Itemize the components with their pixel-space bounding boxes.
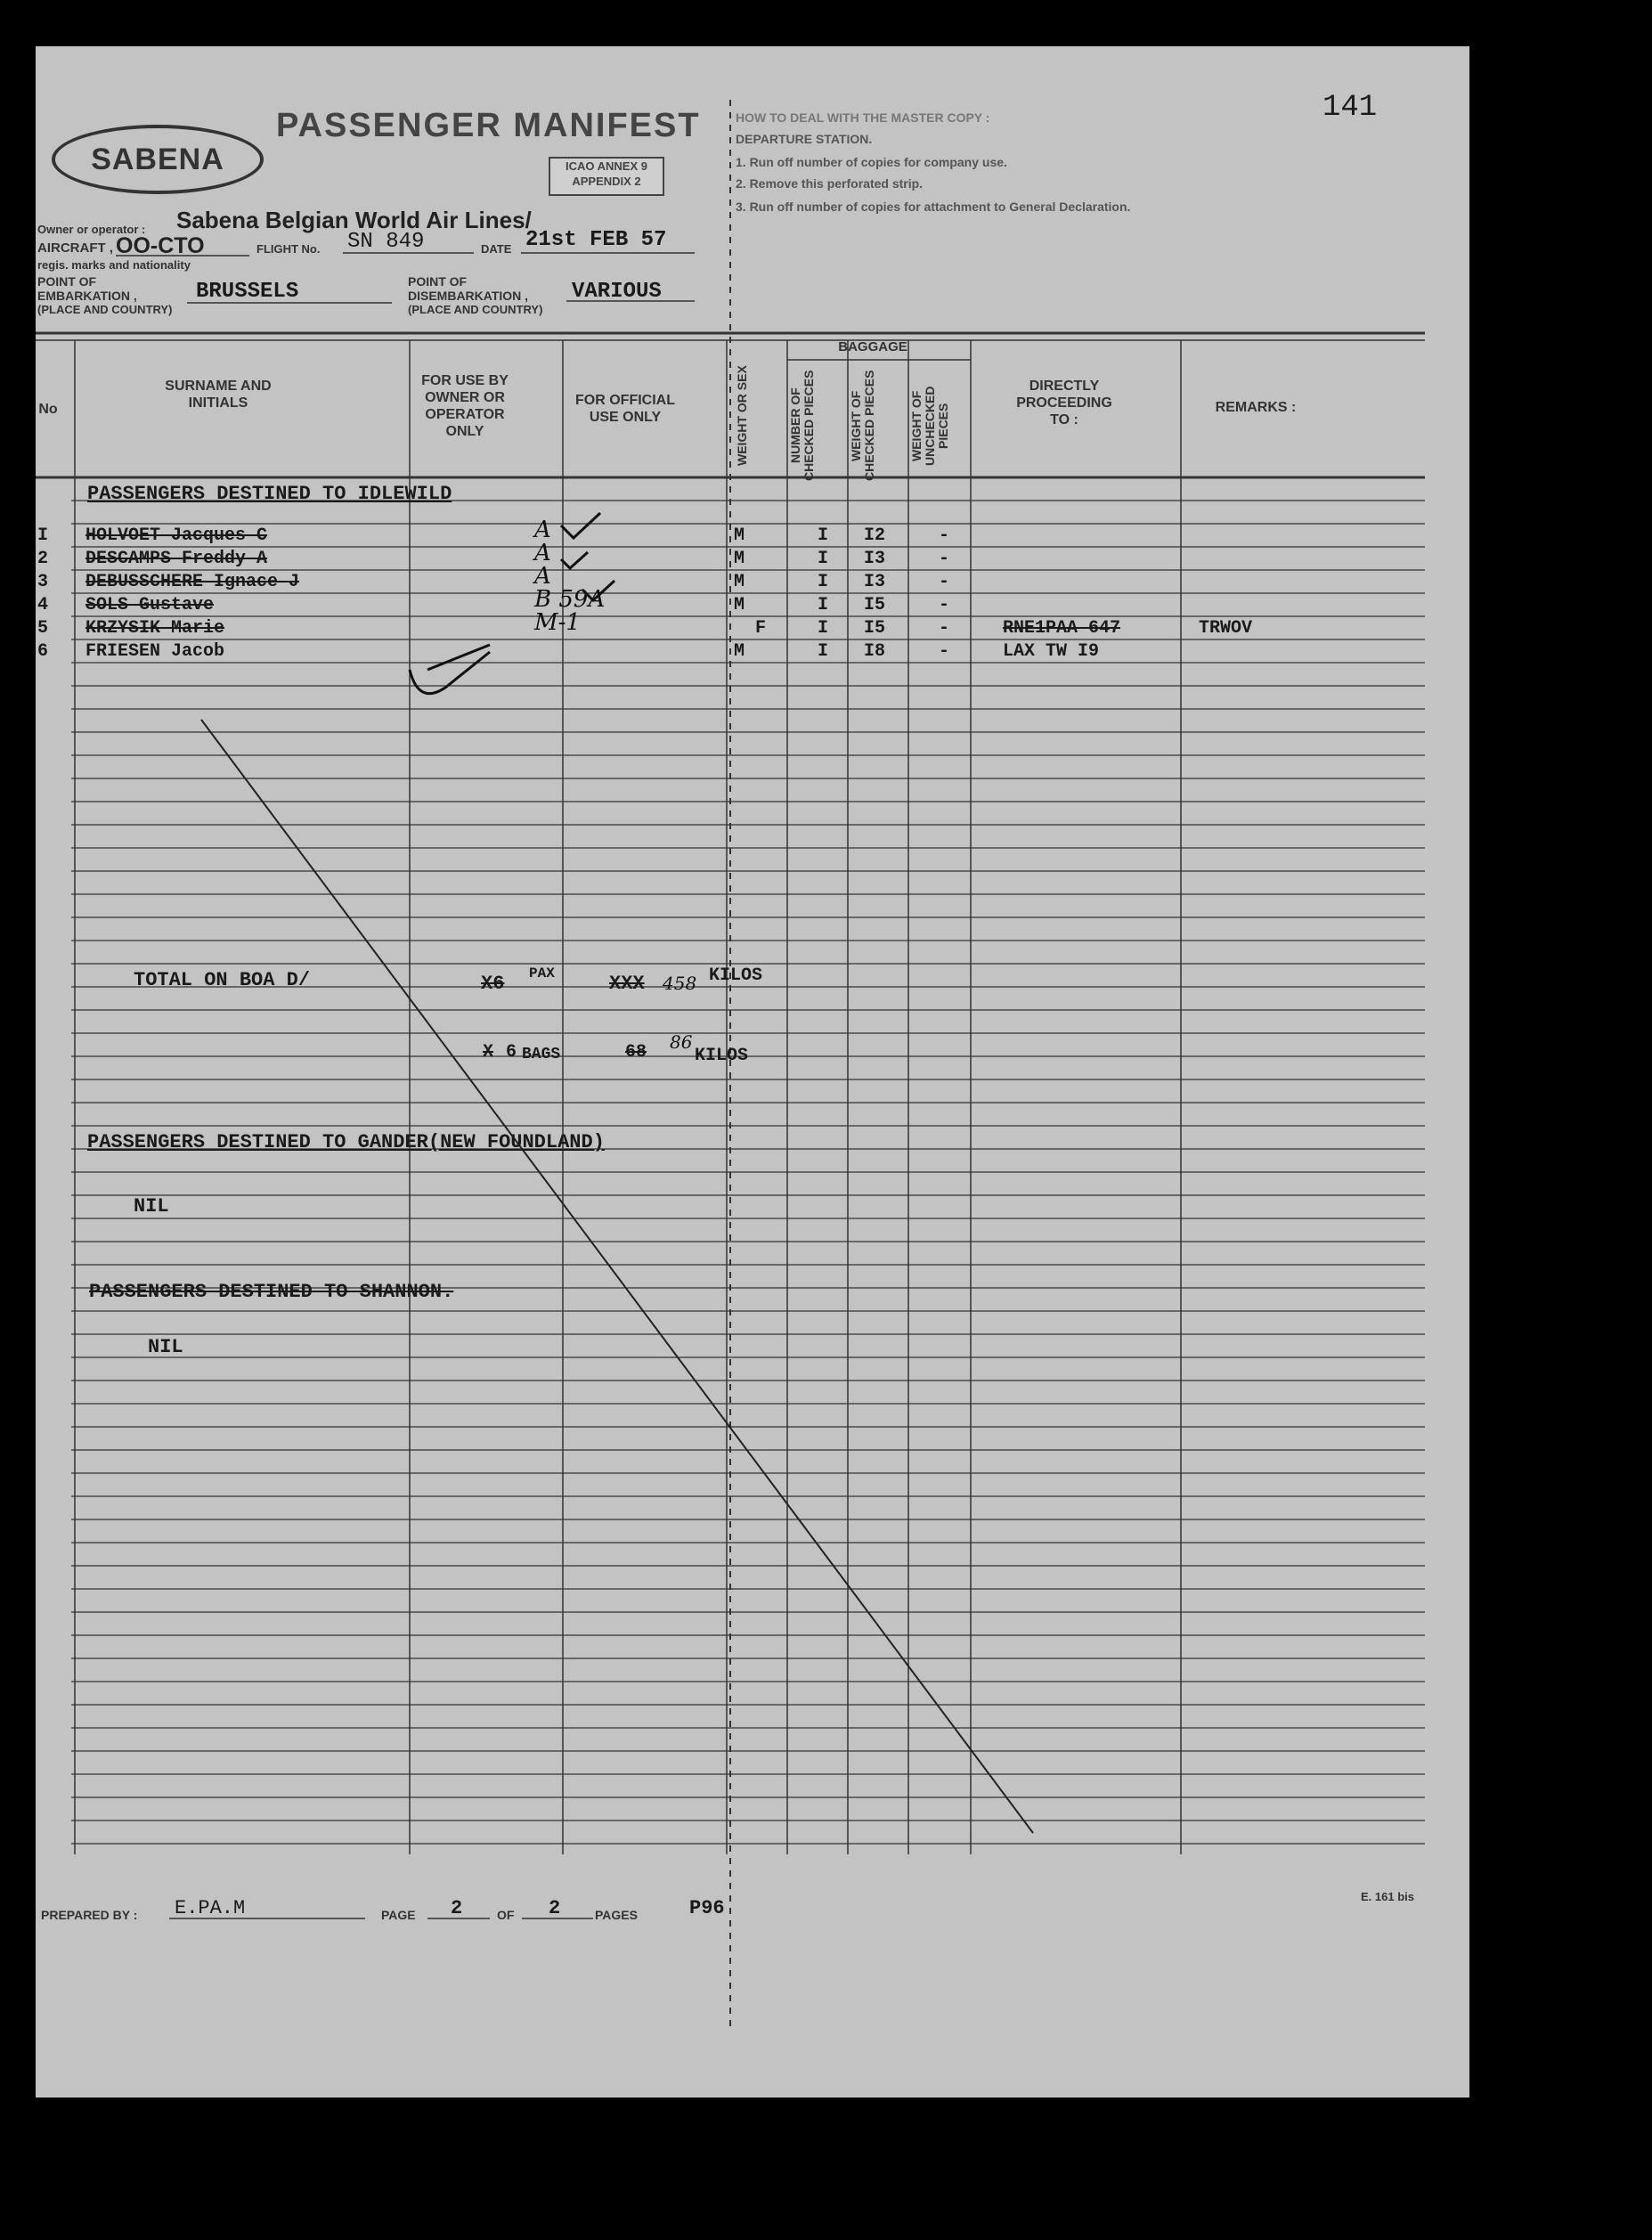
passenger-pieces: I xyxy=(818,549,829,569)
passenger-pieces: I xyxy=(818,641,829,662)
passenger-pieces: I xyxy=(818,525,829,546)
section-idlewild: PASSENGERS DESTINED TO IDLEWILD xyxy=(87,483,452,505)
of-value: 2 xyxy=(549,1897,561,1919)
passenger-name: KRZYSIK Marie xyxy=(85,618,225,639)
instruction-item: 2. Remove this perforated strip. xyxy=(736,176,924,191)
passenger-no: 3 xyxy=(37,572,49,592)
passenger-pieces: I xyxy=(818,595,829,615)
passenger-weight: I5 xyxy=(864,595,886,615)
passenger-unchecked: - xyxy=(939,549,950,569)
passenger-name: DEBUSSCHERE Ignace J xyxy=(85,572,300,592)
instruction-item: 1. Run off number of copies for company use. xyxy=(736,155,1007,169)
passenger-unchecked: - xyxy=(939,525,950,546)
shannon-nil: NIL xyxy=(148,1336,183,1358)
icao-line-1: ICAO ANNEX 9 xyxy=(566,159,647,173)
icao-line-2: APPENDIX 2 xyxy=(572,175,641,188)
passenger-remarks: TRWOV xyxy=(1199,618,1253,639)
embark-label-2: EMBARKATION , xyxy=(37,289,137,303)
disembark-value: VARIOUS xyxy=(572,280,662,304)
total-pax-label: PAX xyxy=(529,965,555,982)
date-label: DATE xyxy=(481,242,512,256)
passenger-no: 2 xyxy=(37,549,49,569)
passenger-no: I xyxy=(37,525,49,546)
passenger-dest: RNE1PAA 647 xyxy=(1003,618,1121,639)
col-directly-header: DIRECTLY PROCEEDING TO : xyxy=(1016,379,1112,428)
prepared-value: E.PA.M xyxy=(175,1897,246,1919)
col-weight-checked-header: WEIGHT OF CHECKED PIECES xyxy=(849,370,876,482)
gander-nil: NIL xyxy=(134,1195,169,1218)
col-official-header: FOR OFFICIAL USE ONLY xyxy=(575,393,675,425)
passenger-unchecked: - xyxy=(939,572,950,592)
baggage-header: BAGGAGE xyxy=(838,339,907,354)
passenger-unchecked: - xyxy=(939,618,950,639)
passenger-no: 4 xyxy=(37,595,49,615)
passenger-weight: I3 xyxy=(864,572,886,592)
passenger-pieces: I xyxy=(818,572,829,592)
total-bags-kilos: 86 xyxy=(670,1031,693,1053)
section-shannon: PASSENGERS DESTINED TO SHANNON. xyxy=(89,1281,454,1303)
passenger-no: 6 xyxy=(37,641,49,662)
total-pax-struck: X6 xyxy=(481,973,505,995)
passenger-weight: I8 xyxy=(864,641,886,662)
disembark-label-3: (PLACE AND COUNTRY) xyxy=(408,303,543,316)
pages-label: PAGES xyxy=(595,1908,638,1922)
passenger-sex: M xyxy=(734,572,745,592)
passenger-sex: M xyxy=(734,641,745,662)
passenger-name: SOLS Gustave xyxy=(85,595,215,615)
page-value: 2 xyxy=(451,1897,463,1919)
passenger-unchecked: - xyxy=(939,595,950,615)
flight-value: SN 849 xyxy=(347,230,425,254)
passenger-weight: I3 xyxy=(864,549,886,569)
passenger-weight: I5 xyxy=(864,618,886,639)
embark-label-3: (PLACE AND COUNTRY) xyxy=(37,303,173,316)
passenger-hand: M-1 xyxy=(534,609,581,636)
icao-box xyxy=(549,157,664,196)
total-bags: 6 xyxy=(506,1042,517,1063)
passenger-sex: F xyxy=(755,618,767,639)
disembark-label-2: DISEMBARKATION , xyxy=(408,289,529,303)
owner-value: Sabena Belgian World Air Lines/ xyxy=(176,207,532,233)
passenger-sex: M xyxy=(734,595,745,615)
p-code: P96 xyxy=(689,1897,725,1919)
total-kilos-struck: XXX xyxy=(609,973,645,995)
form-title: PASSENGER MANIFEST xyxy=(276,107,701,144)
logo-text: SABENA xyxy=(91,142,224,176)
col-remarks-header: REMARKS : xyxy=(1215,400,1297,415)
instruction-item: 3. Run off number of copies for attachment to General Declaration. xyxy=(736,200,1131,214)
passenger-hand: A xyxy=(534,540,551,566)
col-surname-header: SURNAME AND INITIALS xyxy=(165,379,272,411)
owner-label: Owner or operator : xyxy=(37,223,146,236)
prepared-label: PREPARED BY : xyxy=(41,1908,138,1922)
total-bags-struck: X xyxy=(483,1042,494,1063)
passenger-name: FRIESEN Jacob xyxy=(85,641,225,662)
total-bags-label: BAGS xyxy=(522,1046,561,1063)
col-weight-unchecked-header: WEIGHT OF UNCHECKED PIECES xyxy=(909,386,950,466)
disembark-label-1: POINT OF xyxy=(408,274,468,289)
passenger-weight: I2 xyxy=(864,525,886,546)
passenger-no: 5 xyxy=(37,618,49,639)
section-gander: PASSENGERS DESTINED TO GANDER(NEW FOUNDLAND) xyxy=(87,1131,605,1153)
instructions-heading: HOW TO DEAL WITH THE MASTER COPY : xyxy=(736,110,990,125)
passenger-sex: M xyxy=(734,525,745,546)
aircraft-value: OO-CTO xyxy=(116,233,205,258)
regis-note: regis. marks and nationality xyxy=(37,258,191,272)
passenger-hand: A xyxy=(534,563,551,590)
of-label: OF xyxy=(497,1908,515,1922)
sabena-logo xyxy=(52,125,264,194)
form-code: E. 161 bis xyxy=(1361,1890,1414,1903)
total-bags-kilos-struck: 68 xyxy=(625,1042,647,1063)
manifest-sheet xyxy=(36,46,1469,2097)
total-kilos-label: KILOS xyxy=(709,965,763,986)
passenger-name: DESCAMPS Freddy A xyxy=(85,549,268,569)
total-bags-kilos-label: KILOS xyxy=(695,1046,749,1066)
aircraft-label: AIRCRAFT , xyxy=(37,240,113,256)
embark-value: BRUSSELS xyxy=(196,280,299,304)
passenger-unchecked: - xyxy=(939,641,950,662)
flight-label: FLIGHT No. xyxy=(256,242,321,256)
date-value: 21st FEB 57 xyxy=(525,228,667,252)
page-number: 141 xyxy=(1322,91,1378,125)
passenger-sex: M xyxy=(734,549,745,569)
page-label: PAGE xyxy=(381,1908,416,1922)
passenger-pieces: I xyxy=(818,618,829,639)
passenger-name: HOLVOET Jacques C xyxy=(85,525,268,546)
col-weight-sex-header: WEIGHT OR SEX xyxy=(735,365,749,467)
instructions-subheading: DEPARTURE STATION. xyxy=(736,132,873,146)
passenger-dest: LAX TW I9 xyxy=(1003,641,1100,662)
col-owner-header: FOR USE BY OWNER OR OPERATOR ONLY xyxy=(421,373,509,439)
embark-label-1: POINT OF xyxy=(37,274,97,289)
col-no-header: No xyxy=(38,402,58,417)
passenger-hand: A xyxy=(534,517,551,543)
col-num-checked-header: NUMBER OF CHECKED PIECES xyxy=(788,370,816,482)
total-label: TOTAL ON BOA D/ xyxy=(134,969,311,991)
total-kilos: 458 xyxy=(663,973,697,994)
passenger-hand: B 59A xyxy=(534,586,606,613)
